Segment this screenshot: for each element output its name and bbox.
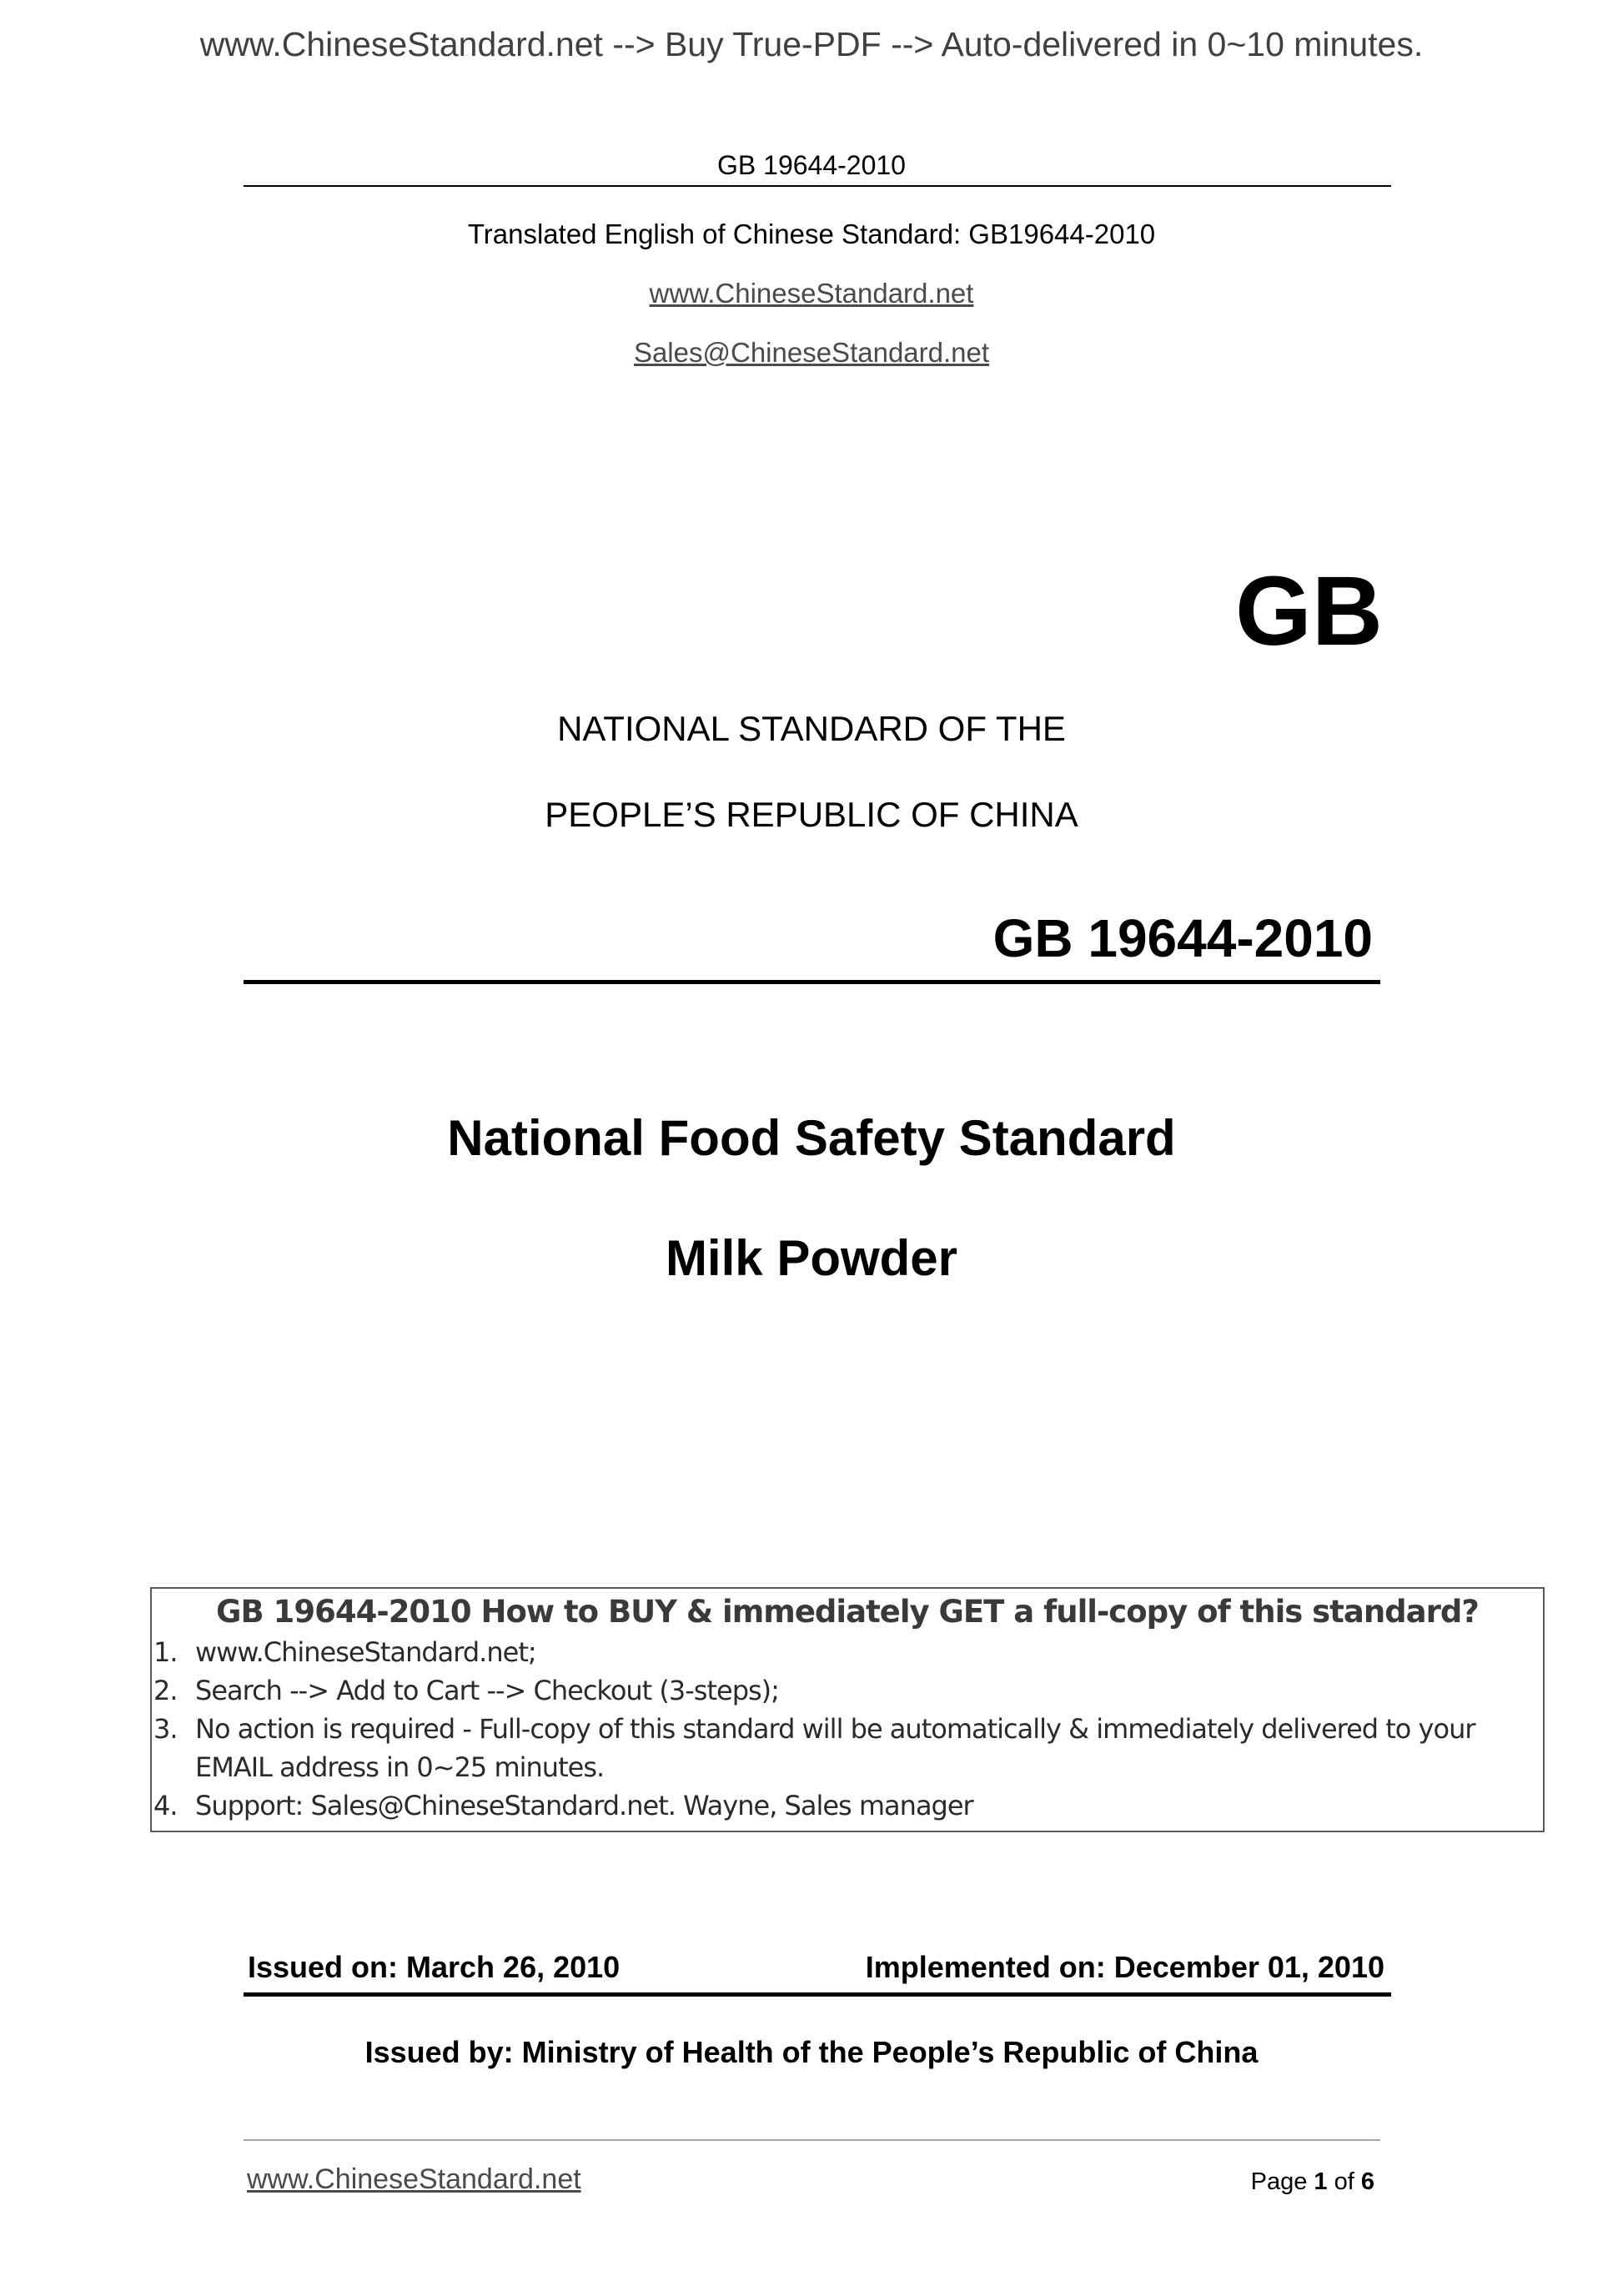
issued-by: Issued by: Ministry of Health of the People’s Republic of China: [364, 2035, 1259, 2069]
website-link[interactable]: www.ChineseStandard.net: [649, 278, 974, 309]
footer-website-link[interactable]: www.ChineseStandard.net: [247, 2163, 581, 2195]
step-number: 1.: [153, 1636, 178, 1668]
purchase-steps-list: [152, 1633, 1543, 1825]
step-number: 4.: [153, 1790, 178, 1821]
step-text: No action is required - Full-copy of this standard will be automatically & immediately delivered to your EMAIL address in 0~25 minutes.: [195, 1713, 1475, 1783]
page-current: 1: [1314, 2168, 1328, 2195]
gb-mark: GB: [1235, 556, 1383, 666]
page-total: 6: [1360, 2168, 1374, 2195]
website-link-wrapper: [0, 278, 1623, 309]
step-text: www.ChineseStandard.net;: [195, 1636, 536, 1668]
purchase-step: [152, 1633, 1543, 1671]
issued-on-date: Issued on: March 26, 2010: [248, 1950, 621, 1984]
step-number: 2.: [153, 1675, 178, 1706]
purchase-info-box: [150, 1587, 1545, 1832]
purchase-step: [152, 1671, 1543, 1710]
national-standard-line2: PEOPLE’S REPUBLIC OF CHINA: [545, 795, 1078, 834]
header-divider: [244, 185, 1391, 187]
page-indicator: [1251, 2168, 1374, 2196]
sales-email-link[interactable]: Sales@ChineseStandard.net: [633, 337, 990, 368]
purchase-step: [152, 1710, 1543, 1786]
national-standard-line1: NATIONAL STANDARD OF THE: [557, 709, 1066, 748]
header-standard-id: GB 19644-2010: [717, 150, 906, 180]
implemented-on-date: Implemented on: December 01, 2010: [865, 1950, 1384, 1984]
dates-divider: [244, 1992, 1391, 1997]
document-title: National Food Safety Standard: [447, 1110, 1176, 1166]
page-of: of: [1327, 2168, 1361, 2195]
purchase-step: [152, 1786, 1543, 1825]
purchase-box-title: GB 19644-2010 How to BUY & immediately GET a full-copy of this standard?: [216, 1594, 1479, 1630]
footer-divider: [244, 2139, 1380, 2141]
page-prefix: Page: [1250, 2168, 1314, 2195]
translated-line: Translated English of Chinese Standard: GB19644-2010: [467, 219, 1156, 249]
step-text: Search --> Add to Cart --> Checkout (3-steps);: [195, 1675, 779, 1706]
banner-text: www.ChineseStandard.net --> Buy True-PDF --> Auto-delivered in 0~10 minutes.: [199, 25, 1424, 63]
standard-number: GB 19644-2010: [992, 908, 1373, 968]
sales-email-link-wrapper: [0, 337, 1623, 369]
step-number: 3.: [153, 1713, 178, 1745]
step-text: Support: Sales@ChineseStandard.net. Wayne, Sales manager: [195, 1790, 973, 1821]
standard-number-divider: [244, 980, 1380, 984]
document-subtitle: Milk Powder: [665, 1230, 958, 1286]
